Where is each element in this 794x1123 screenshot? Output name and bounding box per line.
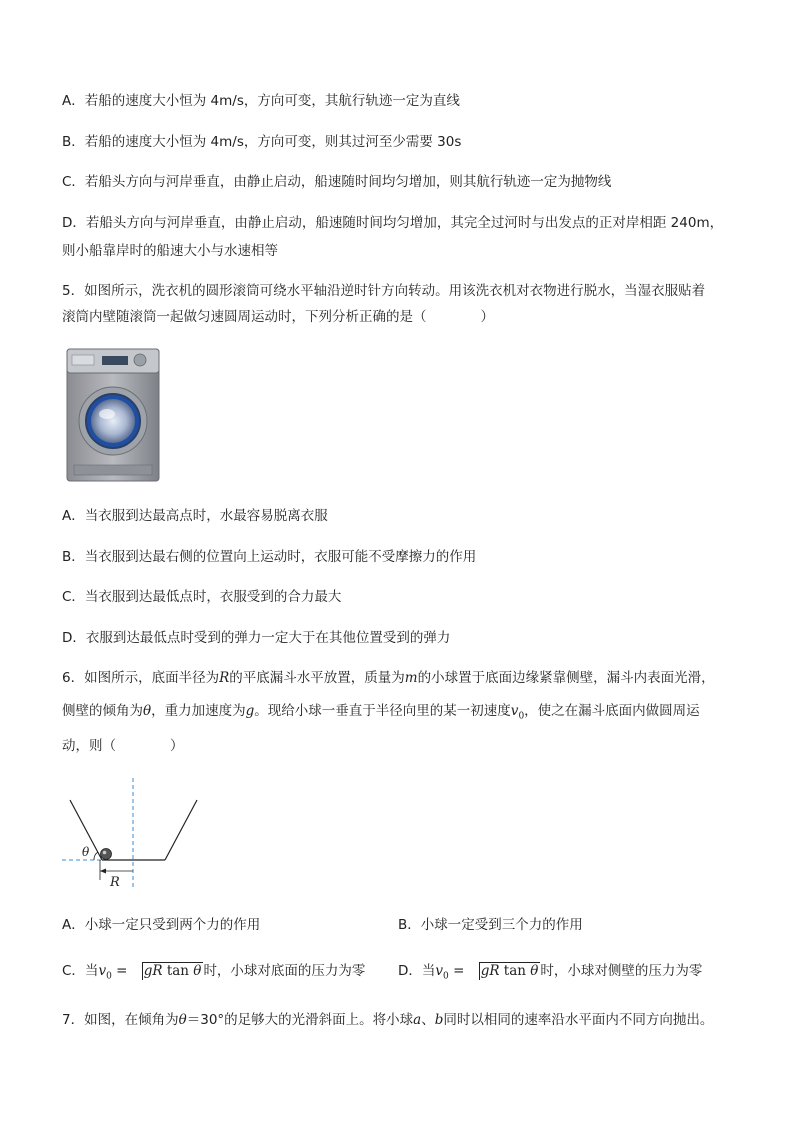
q4-option-a: A．若船的速度大小恒为 4m/s，方向可变，其航行轨迹一定为直线 (62, 93, 460, 109)
q5-option-b: B．当衣服到达最右侧的位置向上运动时，衣服可能不受摩擦力的作用 (62, 549, 477, 565)
funnel-diagram (60, 776, 210, 892)
q6-stem-line2: 侧壁的倾角为θ，重力加速度为g。现给小球一垂直于半径向里的某一初速度$v_0$，使之在漏斗底面内做圆周运 (62, 703, 700, 722)
q6-stem-line1: 6．如图所示，底面半径为R的平底漏斗水平放置，质量为m的小球置于底面边缘紧靠侧壁，漏斗内表面光滑， (62, 670, 715, 686)
q7-stem: 7．如图，在倾角为θ＝30°的足够大的光滑斜面上。将小球a、b同时以相同的速率沿水平面内不同方向抛出。 (62, 1012, 714, 1028)
q4-option-c: C．若船头方向与河岸垂直，由静止启动，船速随时间均匀增加，则其航行轨迹一定为抛物线 (62, 174, 612, 190)
washing-machine-image (64, 347, 162, 483)
radius-symbol: R (219, 670, 230, 686)
q6-option-c: C．当$v_0$ = gR tan θ 时，小球对底面的压力为零 (62, 963, 366, 982)
g-symbol: g (245, 703, 255, 719)
sqrt-expression: gR tan θ (469, 962, 541, 980)
v0-symbol: v (510, 703, 519, 719)
q5-stem-line2: 滚筒内壁随滚筒一起做匀速圆周运动时，下列分析正确的是（ ） (62, 309, 494, 325)
q6-option-b: B．小球一定受到三个力的作用 (398, 917, 583, 933)
q5-option-a: A．当衣服到达最高点时，水最容易脱离衣服 (62, 508, 328, 524)
q6-option-d: D．当$v_0$ = gR tan θ 时，小球对侧壁的压力为零 (398, 963, 703, 982)
q5-stem-line1: 5．如图所示，洗衣机的圆形滚筒可绕水平轴沿逆时针方向转动。用该洗衣机对衣物进行脱水，当湿衣服贴着 (62, 283, 706, 299)
sqrt-expression: gR tan θ (132, 962, 204, 980)
q6-stem-line3: 动，则（ ） (62, 738, 184, 754)
q5-option-c: C．当衣服到达最低点时，衣服受到的合力最大 (62, 589, 342, 605)
q4-option-d-line1: D．若船头方向与河岸垂直，由静止启动，船速随时间均匀增加，其完全过河时与出发点的正对岸相距 240m， (62, 215, 724, 231)
q6-option-a: A．小球一定只受到两个力的作用 (62, 917, 261, 933)
figure-r-label: R (110, 875, 120, 890)
q5-option-d: D．衣服到达最低点时受到的弹力一定大于在其他位置受到的弹力 (62, 630, 451, 646)
q4-option-b: B．若船的速度大小恒为 4m/s，方向可变，则其过河至少需要 30s (62, 134, 462, 150)
theta-symbol: θ (143, 703, 152, 719)
mass-symbol: m (404, 670, 418, 686)
figure-theta-label: θ (82, 845, 90, 859)
q4-option-d-line2: 则小船靠岸时的船速大小与水速相等 (62, 243, 278, 259)
